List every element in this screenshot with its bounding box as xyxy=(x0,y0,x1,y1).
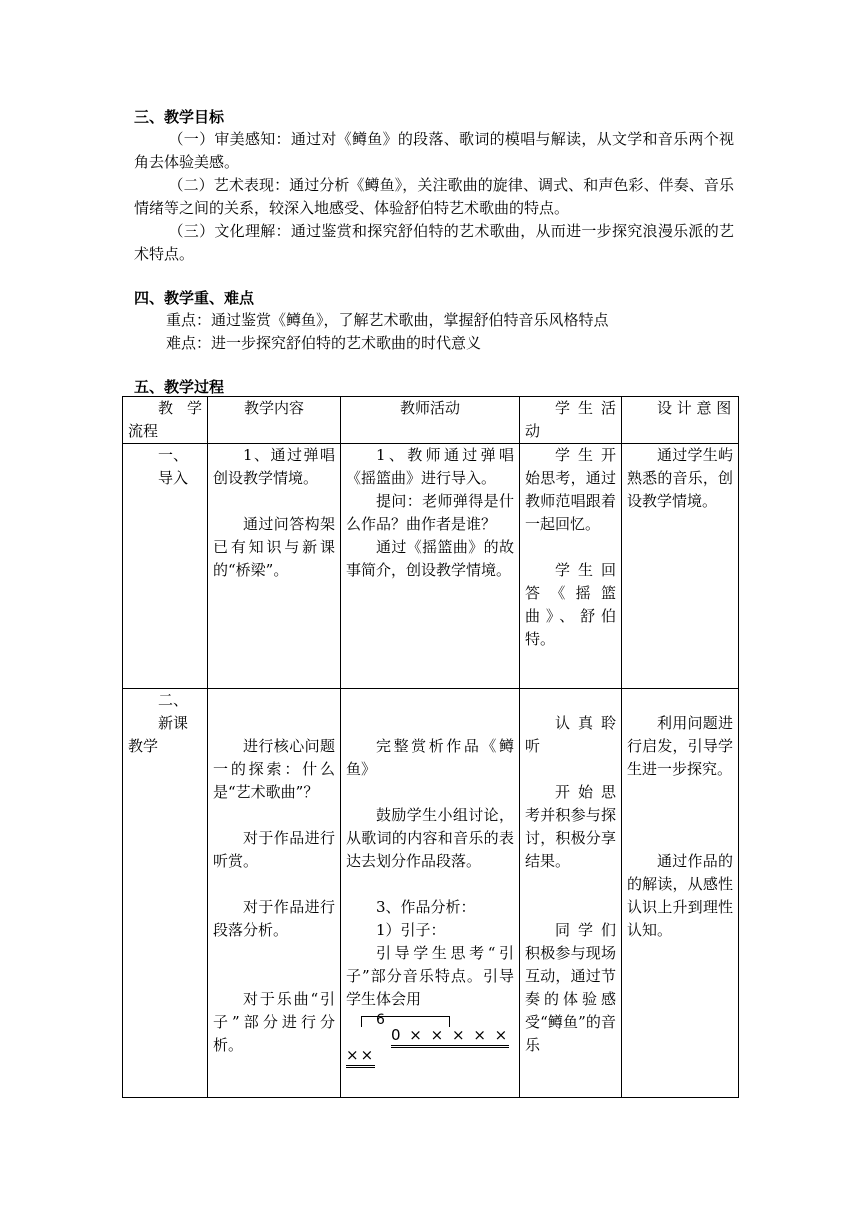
rhythm-notes-continued: ×× xyxy=(346,1046,375,1068)
header-flow: 教学流程 xyxy=(123,397,208,444)
header-intent: 设 计 意 图 xyxy=(622,397,739,444)
table-row xyxy=(123,689,739,1098)
rhythm-notation xyxy=(346,1011,514,1064)
row2-intent: 利用问题进行启发，引导学生进一步探究。 通过作品的的解读，从感性认识上升到理性认知。 xyxy=(622,689,739,1098)
table-header-row xyxy=(123,397,739,444)
header-teacher: 教师活动 xyxy=(341,397,520,444)
difficult-point: 难点：进一步探究舒伯特的艺术歌曲的时代意义 xyxy=(166,334,482,352)
row1-flow: 一、 导入 xyxy=(123,444,208,689)
header-content: 教学内容 xyxy=(208,397,341,444)
header-student: 学 生 活动 xyxy=(520,397,622,444)
row1-student: 学 生 开始思考，通过教师范唱跟着一起回忆。 学 生 回答《摇篮曲》、舒伯特。 xyxy=(520,444,622,689)
rhythm-notes: 0 × × × × × xyxy=(391,1026,509,1048)
teaching-process-table xyxy=(122,396,739,1098)
row1-teacher: 1、教师通过弹唱《摇篮曲》进行导入。 提问：老师弹得是什么作品？曲作者是谁？ 通过《摇篮曲》的故事简介，创设教学情境。 xyxy=(341,444,520,689)
tuplet-number: 6 xyxy=(376,1012,385,1028)
table-row xyxy=(123,444,739,689)
row2-flow: 二、 新课 教学 xyxy=(123,689,208,1098)
section-heading-process: 五、教学过程 xyxy=(134,378,225,396)
objective-aesthetic: （一）审美感知：通过对《鳟鱼》的段落、歌词的模唱与解读，从文学和音乐两个视角去体验美感。 xyxy=(134,130,734,171)
section-heading-key-points: 四、教学重、难点 xyxy=(134,289,255,307)
row2-student: 认 真 聆听 开 始 思考并积参与探讨，积极分享结果。 同 学 们积极参与现场互动，通过节奏的体验感受“鳟鱼”的音乐 xyxy=(520,689,622,1098)
row1-intent: 通过学生屿熟悉的音乐，创设教学情境。 xyxy=(622,444,739,689)
section-heading-objectives: 三、教学目标 xyxy=(134,108,225,126)
objective-artistic: （二）艺术表现：通过分析《鳟鱼》，关注歌曲的旋律、调式、和声色彩、伴奏、音乐情绪等之间的关系，较深入地感受、体验舒伯特艺术歌曲的特点。 xyxy=(134,176,734,217)
row1-content: 1、通过弹唱创设教学情境。 通过问答构架已有知识与新课的“桥梁”。 xyxy=(208,444,341,689)
row2-teacher: 完整赏析作品《鳟鱼》 鼓励学生小组讨论，从歌词的内容和音乐的表达去划分作品段落。 3、作品分析： 1）引子： 引导学生思考“引子”部分音乐特点。引导学生体会用 6 0 × × × × × ×× xyxy=(341,689,520,1098)
key-point: 重点：通过鉴赏《鳟鱼》，了解艺术歌曲，掌握舒伯特音乐风格特点 xyxy=(166,311,609,329)
objective-cultural: （三）文化理解：通过鉴赏和探究舒伯特的艺术歌曲，从而进一步探究浪漫乐派的艺术特点。 xyxy=(134,222,734,263)
row2-content: 进行核心问题一的探索：什么是“艺术歌曲”？ 对于作品进行听赏。 对于作品进行段落分析。 对于乐曲“引子”部分进行分析。 xyxy=(208,689,341,1098)
